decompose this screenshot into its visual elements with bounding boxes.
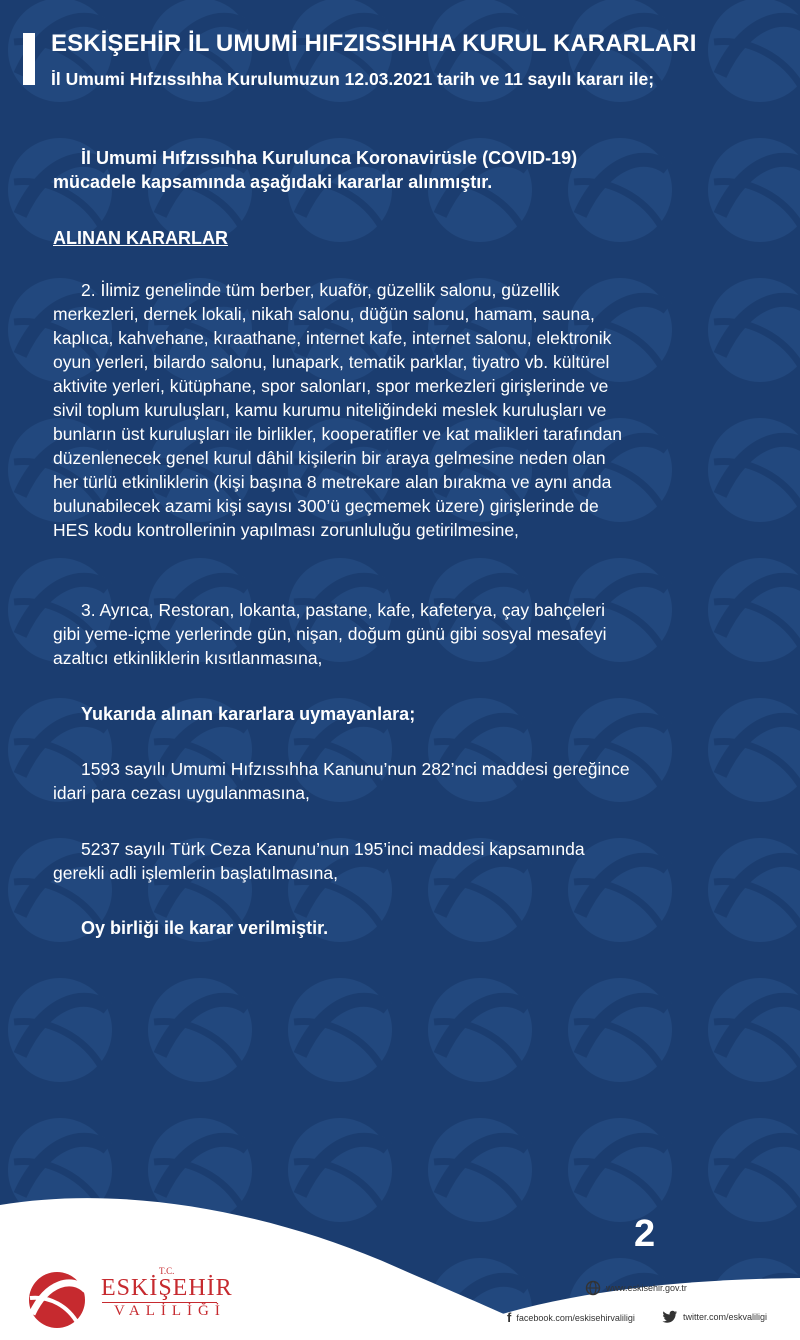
decision-3-line: 3. Ayrıca, Restoran, lokanta, pastane, kafe, kafeterya, çay bahçeleri [81,600,606,620]
penalty-1-line: 1593 sayılı Umumi Hıfzıssıhha Kanunu’nun 282’nci maddesi gereğince [81,759,630,779]
decision-2-line: her türlü etkinliklerin (kişi başına 8 metrekare alan bırakma ve aynı anda [53,472,612,492]
twitter-text: twitter.com/eskvaliligi [683,1312,768,1322]
decision-2-line: merkezleri, dernek lokali, nikah salonu, düğün salonu, hamam, sauna, [53,304,595,324]
decision-2-line: bunların üst kuruluşları ile birlikler, kooperatifler ve kat malikleri tarafından [53,424,623,444]
facebook-text: facebook.com/eskisehirvaliligi [516,1312,635,1323]
title-accent-bar [23,33,35,85]
closing-line: Oy birliği ile karar verilmiştir. [81,918,329,938]
penalty-1-paragraph [53,757,753,805]
page-number: 2 [634,1213,656,1255]
logo-tc-text: T.C. [159,1266,175,1276]
twitter-icon [662,1310,678,1324]
logo-name-text: ESKİŞEHİR [101,1275,233,1301]
intro-line: İl Umumi Hıfzıssıhha Kurulunca Koronavirüsle (COVID-19) [81,148,578,168]
penalty-2-paragraph [53,837,753,885]
decision-2-line: aktivite yerleri, kütüphane, spor salonları, spor merkezleri girişlerinde ve [53,376,609,396]
decision-2-paragraph [53,278,753,542]
decision-2-line: düzenlenecek genel kurul dâhil kişilerin bir araya gelmesine neden olan [53,448,606,468]
decision-3-line: azaltıcı etkinliklerin kısıtlanmasına, [53,648,323,668]
decision-3-paragraph [53,598,753,670]
logo-sub-text: VALİLİĞİ [114,1303,226,1319]
decision-2-line: oyun yerleri, bilardo salonu, lunapark, tematik parklar, tiyatro vb. kültürel [53,352,610,372]
penalty-2-line: 5237 sayılı Türk Ceza Kanunu’nun 195’inci maddesi kapsamında [81,839,585,859]
page-title: ESKİŞEHİR İL UMUMİ HIFZISSIHHA KURUL KARARLARI [51,30,697,57]
facebook-link[interactable] [507,1310,635,1325]
eskisehir-valiligi-logo [22,1262,233,1332]
decision-2-line: sivil toplum kuruluşları, kamu kurumu niteliğindeki meslek kuruluşları ve [53,400,607,420]
page-subtitle: İl Umumi Hıfzıssıhha Kurulumuzun 12.03.2021 tarih ve 11 sayılı kararı ile; [51,69,655,89]
website-text: www.eskisehir.gov.tr [606,1283,687,1293]
decision-2-line: bulunabilecek azami kişi sayısı 300’ü geçmemek üzere) girişlerinde de [53,496,599,516]
penalty-1-line: idari para cezası uygulanmasına, [53,783,310,803]
twitter-link[interactable] [662,1310,767,1324]
decision-2-line: HES kodu kontrollerinin yapılması zorunluluğu getirilmesine, [53,520,519,540]
website-link[interactable] [585,1280,687,1296]
decision-3-line: gibi yeme-içme yerlerinde gün, nişan, doğum günü gibi sosyal mesafeyi [53,624,607,644]
intro-line: mücadele kapsamında aşağıdaki kararlar alınmıştır. [53,172,493,192]
decisions-heading: ALINAN KARARLAR [53,228,228,248]
non-compliance-line: Yukarıda alınan kararlara uymayanlara; [81,704,416,724]
logo-globe-icon [22,1262,92,1332]
penalty-2-line: gerekli adli işlemlerin başlatılmasına, [53,863,338,883]
intro-paragraph [53,146,753,194]
globe-icon [585,1280,601,1296]
decision-2-line: 2. İlimiz genelinde tüm berber, kuaför, güzellik salonu, güzellik [81,280,560,300]
facebook-icon: f [507,1310,512,1325]
decision-2-line: kaplıca, kahvehane, kıraathane, internet kafe, internet salonu, elektronik [53,328,612,348]
